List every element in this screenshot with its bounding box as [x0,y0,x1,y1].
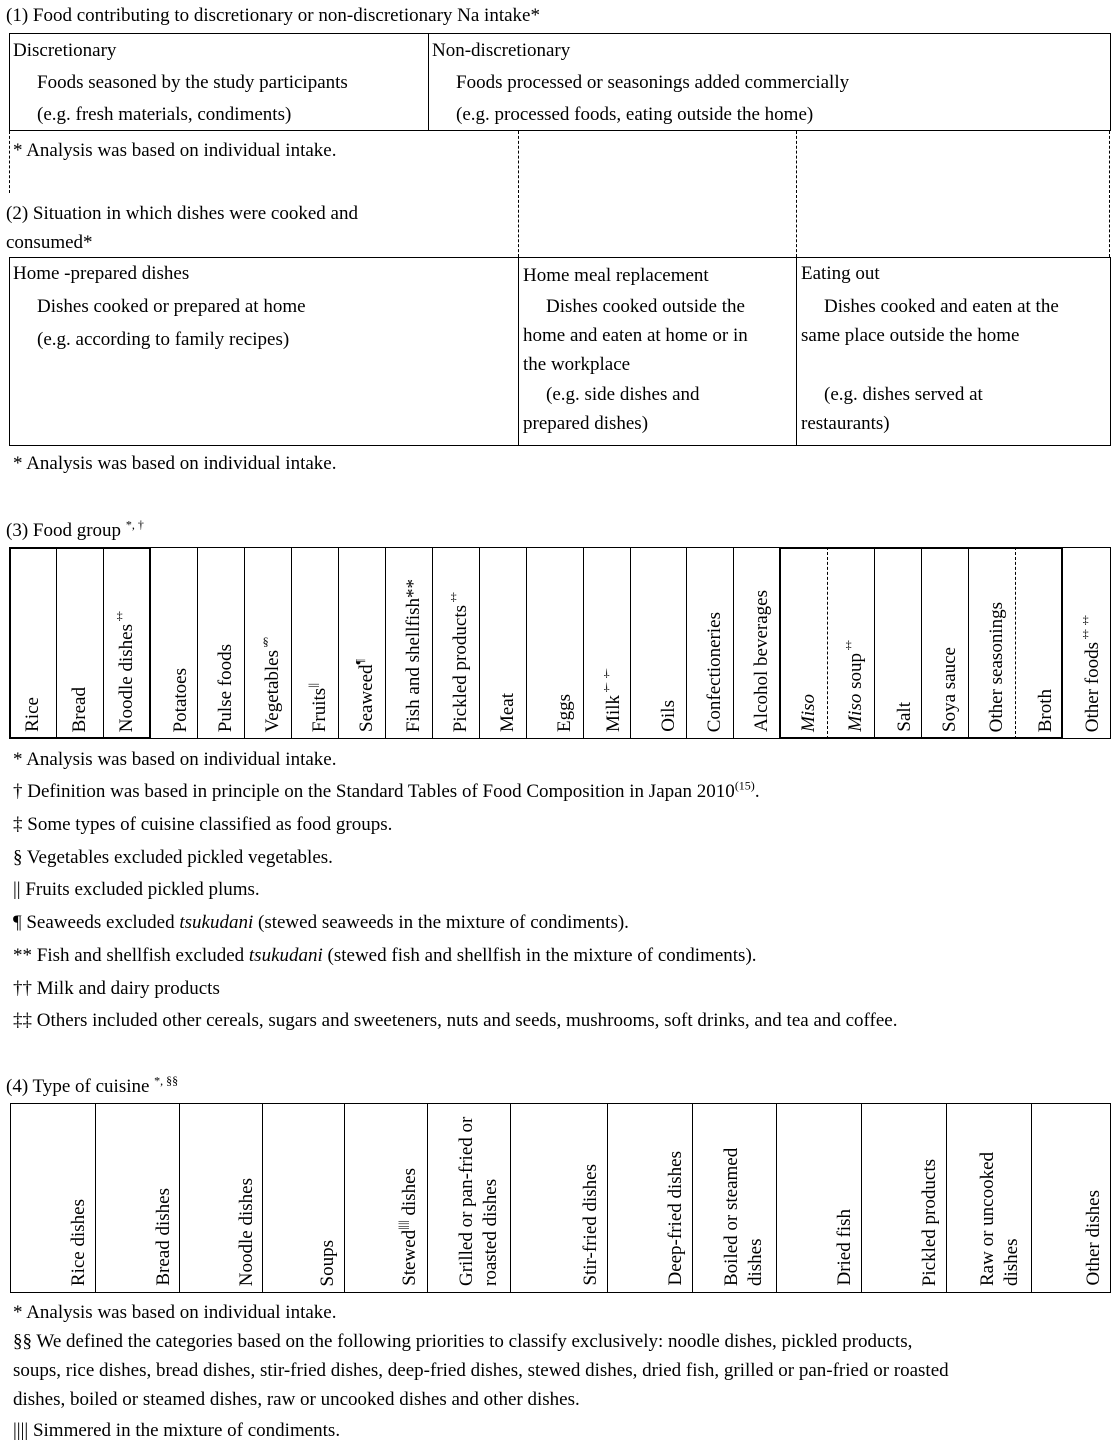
food-group-label: Alcohol beverages [751,590,772,732]
food-group-label: Pulse foods [215,643,236,732]
food-group-label: Salt [894,702,915,732]
food-group-cell [479,548,526,738]
home-prepared-title: Home -prepared dishes [13,263,190,284]
food-group-cell [1062,548,1110,738]
cuisine-label: Stir-fried dishes [580,1164,601,1286]
food-group-cell [526,548,583,738]
cuisine-label: Grilled or pan-fried or roasted dishes [456,1116,501,1286]
food-group-cell [874,548,921,738]
food-group-label [841,639,867,732]
section4-heading-text: (4) Type of cuisine [6,1076,150,1097]
discretionary-example: (e.g. fresh materials, condiments) [37,104,292,125]
food-group-footnote-mark: ¶ [352,659,367,665]
food-group-cell [56,548,103,738]
footnote-text: (stewed seaweeds in the mixture of condiments). [253,912,629,933]
food-group-cell [103,548,150,738]
food-group-label-text: soup [845,653,866,694]
non-discretionary-title: Non-discretionary [432,40,571,61]
food-group-label-text: Other foods [1082,641,1103,732]
cuisine-label: Boiled or steamed dishes [721,1147,766,1286]
home-meal-replacement-desc: home and eaten at home or in [523,325,748,346]
section3-footnote [13,778,760,803]
food-group-label [258,635,284,732]
food-group-label-italic: Miso [845,694,866,732]
section3-footnote [13,945,757,967]
eating-out-desc: same place outside the home [801,325,1020,346]
food-group-cell [780,548,827,738]
section1-heading: (1) Food contributing to discretionary or non-discretionary Na intake* [6,5,540,26]
cuisine-label: Deep-fried dishes [665,1151,686,1286]
section4-footnote: dishes, boiled or steamed dishes, raw or uncooked dishes and other dishes. [13,1389,580,1410]
food-group-label-text: Fruits [309,687,330,732]
food-group-cell [150,548,197,738]
food-group-label: Miso [798,694,819,732]
home-meal-replacement-desc: the workplace [523,354,631,375]
food-group-footnote-mark: ‡ [112,609,127,624]
section4-footnote: §§ We defined the categories based on the following priorities to classify exclusively: noodle dishes, pickled products, [13,1331,913,1352]
section4-footnote: soups, rice dishes, bread dishes, stir-fried dishes, deep-fried dishes, stewed dishes, dried fish, grilled or pan-fried or roasted [13,1360,949,1381]
food-group-label: Meat [497,692,518,732]
section3-footnote: †† Milk and dairy products [13,978,220,999]
cuisine-label: Noodle dishes [236,1177,257,1286]
footnote-text: † Definition was based in principle on the Standard Tables of Food Composition in Japan 2010 [13,781,735,802]
cuisine-label-text: Stewed [399,1230,420,1286]
section3-heading [6,517,144,542]
section3-footnote: * Analysis was based on individual intake. [13,749,337,770]
food-group-cell [244,548,291,738]
cuisine-cell [344,1104,427,1292]
food-group-label [352,659,378,732]
footnote-reference: (15) [734,778,755,793]
food-group-footnote-mark: || [305,682,320,688]
footnote-text: ¶ Seaweeds excluded [13,912,180,933]
food-group-footnote-mark: ‡‡ [1078,613,1093,642]
food-group-cell [291,548,338,738]
eating-out-example: restaurants) [801,413,890,434]
footnote-italic: tsukudani [248,945,323,966]
cuisine-cell [179,1104,262,1292]
section4-heading [6,1073,179,1098]
section1-footnote: * Analysis was based on individual intake. [13,140,337,161]
food-group-label: Rice [22,697,43,732]
cuisine-cell [946,1104,1031,1292]
section2-heading-cont: consumed* [6,232,93,253]
home-meal-replacement-desc: Dishes cooked outside the [546,296,745,317]
food-group-cell [921,548,968,738]
food-group-label [1078,613,1104,732]
cuisine-label: Pickled products [919,1158,940,1286]
food-group-cell [968,548,1015,738]
eating-out-title: Eating out [801,263,880,284]
food-group-label-text: Seaweed [356,664,377,732]
section2-heading: (2) Situation in which dishes were cooked and [6,203,358,224]
home-prepared-desc: Dishes cooked or prepared at home [37,296,306,317]
food-group-label [112,609,138,732]
food-group-label: Broth [1035,688,1056,732]
food-group-label [305,682,331,732]
food-group-cell [630,548,686,738]
cuisine-label: Raw or uncooked dishes [977,1151,1022,1286]
section2-divider [518,257,519,446]
eating-out-example: (e.g. dishes served at [824,384,983,405]
food-group-label: Oils [658,700,679,732]
section3-heading-text: (3) Food group [6,520,122,541]
non-discretionary-desc: Foods processed or seasonings added commercially [456,72,850,93]
home-meal-replacement-example: prepared dishes) [523,413,649,434]
dashed-connector [796,131,797,257]
food-group-footnote-mark: ‡ [446,590,461,605]
section3-footnote: ‡ Some types of cuisine classified as food groups. [13,814,393,835]
section3-footnote [13,912,629,934]
cuisine-footnote-mark: |||| [395,1220,410,1231]
cuisine-label [395,1168,421,1286]
food-group-label: Soya sauce [939,647,960,732]
section4-footnote: * Analysis was based on individual intake. [13,1302,337,1323]
section1-divider [428,33,429,131]
food-group-label: Confectioneries [704,611,725,732]
section3-footnote: § Vegetables excluded pickled vegetables. [13,847,333,868]
food-group-label-text: Pickled products [450,604,471,732]
footnote-text: (stewed fish and shellfish in the mixture of condiments). [322,945,757,966]
home-meal-replacement-title: Home meal replacement [523,265,709,286]
cuisine-label: Bread dishes [153,1188,174,1286]
food-group-footnote-mark: †† [599,667,614,696]
cuisine-cell [607,1104,692,1292]
food-group-label: Potatoes [170,667,191,732]
non-discretionary-example: (e.g. processed foods, eating outside the home) [456,104,814,125]
food-group-cell [583,548,630,738]
food-group-label-text: Noodle dishes [116,623,137,732]
section3-footnote: ‡‡ Others included other cereals, sugars and sweeteners, nuts and seeds, mushrooms, soft drinks, and tea and coffee. [13,1010,898,1031]
cuisine-cell [776,1104,861,1292]
food-group-label: Other seasonings [986,601,1007,732]
cuisine-cell [427,1104,510,1292]
food-group-footnote-mark: ‡ [841,639,856,654]
footnote-text: . [754,781,760,802]
food-group-label-text: Vegetables [262,649,283,732]
home-prepared-example: (e.g. according to family recipes) [37,329,290,350]
home-meal-replacement-example: (e.g. side dishes and [546,384,700,405]
cuisine-label: Rice dishes [68,1198,89,1286]
discretionary-title: Discretionary [13,40,117,61]
eating-out-desc: Dishes cooked and eaten at the [824,296,1059,317]
section4-heading-sup: *, §§ [154,1073,179,1088]
food-group-cell [1015,548,1062,738]
dashed-connector [518,131,519,257]
food-group-cell [385,548,432,738]
food-group-cell [338,548,385,738]
cuisine-cell [10,1104,95,1292]
cuisine-label: Other dishes [1083,1190,1104,1286]
cuisine-cell [510,1104,607,1292]
food-group-label [599,667,625,732]
food-group-cell [733,548,780,738]
food-group-cell [9,548,56,738]
food-group-label: Bread [69,686,90,732]
food-group-footnote-mark: § [258,635,273,650]
footnote-text: ** Fish and shellfish excluded [13,945,249,966]
section2-footnote: * Analysis was based on individual intake. [13,453,337,474]
section3-footnote: || Fruits excluded pickled plums. [13,879,260,900]
cuisine-cell [1031,1104,1111,1292]
food-group-cell [827,548,874,738]
cuisine-cell [95,1104,179,1292]
food-group-label [446,590,472,732]
cuisine-label-text: dishes [399,1168,420,1221]
food-group-cell [432,548,479,738]
dashed-connector [1109,131,1110,257]
section4-footnote: |||| Simmered in the mixture of condiments. [13,1420,341,1441]
footnote-italic: tsukudani [179,912,254,933]
food-group-cell [197,548,244,738]
food-group-label: Fish and shellfish** [403,578,424,732]
food-group-label: Eggs [554,694,575,732]
food-group-label-text: Milk [603,695,624,732]
section3-heading-sup: *, † [125,517,144,532]
cuisine-cell [262,1104,344,1292]
food-group-cell [686,548,733,738]
discretionary-desc: Foods seasoned by the study participants [37,72,348,93]
dashed-connector [9,131,10,193]
cuisine-label: Dried fish [834,1209,855,1286]
cuisine-label: Soups [317,1239,338,1286]
cuisine-cell [692,1104,776,1292]
section2-divider [796,257,797,446]
cuisine-cell [861,1104,946,1292]
